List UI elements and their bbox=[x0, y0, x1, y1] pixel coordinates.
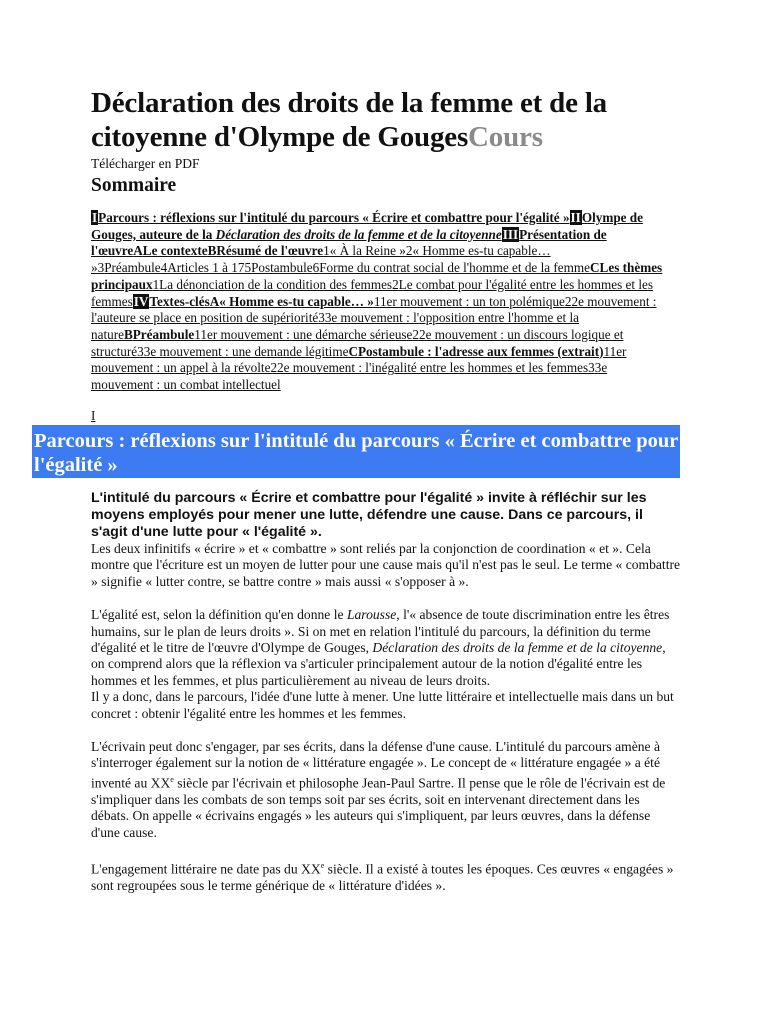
toc-subitem[interactable] bbox=[98, 260, 161, 275]
course-tag: Cours bbox=[468, 121, 543, 153]
toc-number: II bbox=[570, 210, 581, 225]
paragraph-text: L'engagement littéraire ne date pas du XX bbox=[91, 861, 321, 877]
header bbox=[91, 86, 671, 394]
toc-sub-label: 1er mouvement : un appel à la révolte bbox=[91, 343, 627, 376]
toc-label: Le contexte bbox=[142, 243, 208, 259]
toc-letter: B bbox=[207, 243, 217, 259]
toc-item[interactable] bbox=[91, 210, 570, 225]
toc-item[interactable] bbox=[210, 294, 374, 309]
toc-label: Olympe de Gouges, auteure de la bbox=[91, 210, 643, 242]
table-of-contents bbox=[91, 210, 671, 394]
toc-subitem[interactable] bbox=[244, 260, 312, 275]
toc-sub-number: 4 bbox=[160, 260, 168, 276]
section-heading-banner bbox=[32, 425, 680, 478]
toc-item[interactable] bbox=[124, 327, 194, 342]
superscript: e bbox=[170, 774, 174, 784]
toc-sub-number: 1 bbox=[152, 276, 160, 292]
lead-paragraph: L'intitulé du parcours « Écrire et combattre pour l'égalité » invite à réfléchir sur les moyens employés pour mener une lutte, défendre une cause. Dans ce parcours, il s'agit d'une lutte pour « l'égalité ». bbox=[91, 490, 647, 540]
toc-number: I bbox=[92, 210, 98, 225]
toc-sub-label: La dénonciation de la condition des femmes bbox=[159, 276, 393, 292]
toc-sub-number: 3 bbox=[137, 343, 144, 359]
toc-label: Préambule bbox=[132, 326, 195, 342]
toc-sub-label: 1er mouvement : un ton polémique bbox=[379, 293, 565, 309]
toc-sub-label: 3e mouvement : une demande légitime bbox=[143, 343, 349, 359]
toc-letter: A bbox=[209, 293, 220, 309]
superscript: e bbox=[320, 861, 325, 871]
paragraph-text: , l'« absence de toute discrimination entre les êtres humains, sur le plan de leurs droits ». Si on met en relation l'intitulé du parcours, la définition du terme d'égalité et le titre de l'œuvre d'Olympe de Gouges, bbox=[91, 607, 670, 656]
toc-sub-number: 1 bbox=[323, 243, 330, 259]
toc-letter: C bbox=[348, 343, 358, 359]
toc-sub-label: 3e mouvement : l'opposition entre l'homme et la nature bbox=[91, 310, 579, 342]
toc-sub-number: 2 bbox=[564, 293, 572, 309]
toc-sub-label: « À la Reine » bbox=[329, 243, 406, 259]
toc-label: Les thèmes principaux bbox=[91, 260, 663, 292]
paragraph-text: Il y a donc, dans le parcours, l'idée d'une lutte à mener. Une lutte littéraire et intellectuelle mais dans un but concret : obtenir l'égalité entre les hommes et les femmes. bbox=[91, 689, 674, 721]
summary-heading: Sommaire bbox=[91, 175, 177, 196]
section-anchor[interactable]: I bbox=[91, 408, 96, 423]
toc-sub-label: 2e mouvement : l'auteure se place en position de supériorité bbox=[91, 293, 657, 326]
toc-sub-label: Forme du contrat social de l'homme et de la femme bbox=[319, 260, 591, 276]
paragraph-text: siècle. Il a existé à toutes les époques. Ces œuvres « engagées » sont regroupées sous le terme générique de « littérature d'idées ». bbox=[91, 861, 674, 893]
toc-item[interactable] bbox=[133, 294, 210, 309]
toc-label: Postambule : l'adresse aux femmes (extrait) bbox=[357, 343, 604, 359]
toc-sub-label: 1er mouvement : une démarche sérieuse bbox=[200, 326, 413, 342]
toc-label: Résumé de l'œuvre bbox=[216, 243, 324, 259]
paragraph-text: L'égalité est, selon la définition qu'en donne le bbox=[91, 607, 347, 623]
toc-sub-number: 3 bbox=[97, 260, 105, 276]
paragraph-3 bbox=[91, 739, 681, 841]
toc-label: Textes-clés bbox=[149, 293, 210, 309]
toc-subitem[interactable] bbox=[323, 243, 406, 258]
page-title bbox=[91, 86, 671, 154]
toc-subitem[interactable] bbox=[161, 260, 245, 275]
toc-subitem[interactable] bbox=[137, 344, 348, 359]
paragraph-text: , on comprend alors que la réflexion va s'articuler principalement autour de la notion d'égalité entre les hommes et les femmes, et plus particulièrement au niveau de leurs droits. bbox=[91, 640, 666, 688]
toc-sub-number: 2 bbox=[412, 326, 419, 342]
download-pdf-link[interactable]: Télécharger en PDF bbox=[91, 156, 200, 171]
toc-sub-label: Articles 1 à 17 bbox=[167, 260, 245, 276]
paragraph-italic: Déclaration des droits de la femme et de la citoyenne bbox=[372, 640, 663, 656]
toc-label: « Homme es-tu capable… » bbox=[219, 293, 374, 309]
toc-sub-number: 2 bbox=[392, 276, 399, 292]
toc-sub-label: Postambule bbox=[251, 260, 313, 276]
section-heading: Parcours : réflexions sur l'intitulé du parcours « Écrire et combattre pour l'égalité » bbox=[34, 430, 678, 476]
paragraph-text: siècle par l'écrivain et philosophe Jean-Paul Sartre. Il pense que le rôle de l'écrivain est de s'impliquer dans les combats de son temps soit par ses écrits, soit en intervenant directement dans les débats. On appelle « écrivains engagés » les auteurs qui s'impliquent, par leurs œuvres, dans la défense d'une cause. bbox=[91, 775, 666, 840]
paragraph-italic: Larousse bbox=[346, 607, 397, 623]
toc-subitem[interactable] bbox=[374, 294, 565, 309]
toc-sub-number: 2 bbox=[270, 360, 278, 376]
paragraph-2 bbox=[91, 607, 681, 722]
toc-sub-number: 3 bbox=[318, 310, 325, 326]
toc-label: Présentation de l'œuvre bbox=[91, 226, 607, 259]
toc-item[interactable] bbox=[348, 344, 603, 359]
toc-sub-number: 1 bbox=[373, 293, 380, 309]
toc-sub-number: 5 bbox=[244, 260, 252, 276]
toc-sub-label: 2e mouvement : l'inégalité entre les hommes et les femmes bbox=[277, 360, 589, 376]
toc-item[interactable] bbox=[133, 243, 207, 258]
toc-sub-label: « Homme es-tu capable… » bbox=[91, 243, 551, 276]
page-title-text: Déclaration des droits de la femme et de la citoyenne d'Olympe de Gouges bbox=[91, 87, 607, 153]
toc-letter: B bbox=[123, 326, 133, 342]
toc-label: Parcours : réflexions sur l'intitulé du parcours « Écrire et combattre pour l'égalité » bbox=[98, 210, 570, 225]
toc-sub-number: 1 bbox=[194, 326, 201, 342]
toc-item[interactable] bbox=[208, 243, 324, 258]
toc-sub-number: 1 bbox=[603, 343, 610, 359]
toc-sub-label: Préambule bbox=[104, 260, 161, 276]
toc-sub-number: 2 bbox=[405, 243, 413, 259]
toc-letter: A bbox=[133, 243, 143, 259]
toc-sub-label: 3e mouvement : un combat intellectuel bbox=[91, 360, 608, 393]
paragraph-text: L'écrivain peut donc s'engager, par ses écrits, dans la défense d'une cause. L'intitulé du parcours amène à s'interroger également sur la notion de « littérature engagée ». Le concept de « littérature engagée » a été inventé au XX bbox=[91, 739, 661, 791]
toc-subitem[interactable] bbox=[313, 260, 590, 275]
toc-sub-label: Le combat pour l'égalité entre les hommes et les femmes bbox=[91, 276, 653, 309]
toc-sub-number: 6 bbox=[312, 260, 320, 276]
toc-subitem[interactable] bbox=[270, 360, 588, 375]
toc-subitem[interactable] bbox=[153, 277, 393, 292]
paragraph-4 bbox=[91, 858, 681, 894]
paragraph-1: Les deux infinitifs « écrire » et « combattre » sont reliés par la conjonction de coordination « et ». Cela montre que l'écriture est un moyen de lutter pour une cause mais qu'il n'est pas le seul. Le terme « combattre » signifie « lutter contre, se battre contre » mais aussi « s'opposer à ». bbox=[91, 541, 681, 589]
toc-label-italic: Déclaration des droits de la femme et de la citoyenne bbox=[215, 226, 502, 242]
toc-sub-label: 2e mouvement : un discours logique et structuré bbox=[91, 326, 624, 359]
toc-letter: C bbox=[590, 260, 600, 276]
toc-subitem[interactable] bbox=[194, 327, 412, 342]
section-body bbox=[91, 490, 681, 911]
toc-sub-number: 3 bbox=[588, 360, 595, 376]
toc-number: III bbox=[502, 226, 519, 242]
toc-number: IV bbox=[133, 293, 149, 309]
